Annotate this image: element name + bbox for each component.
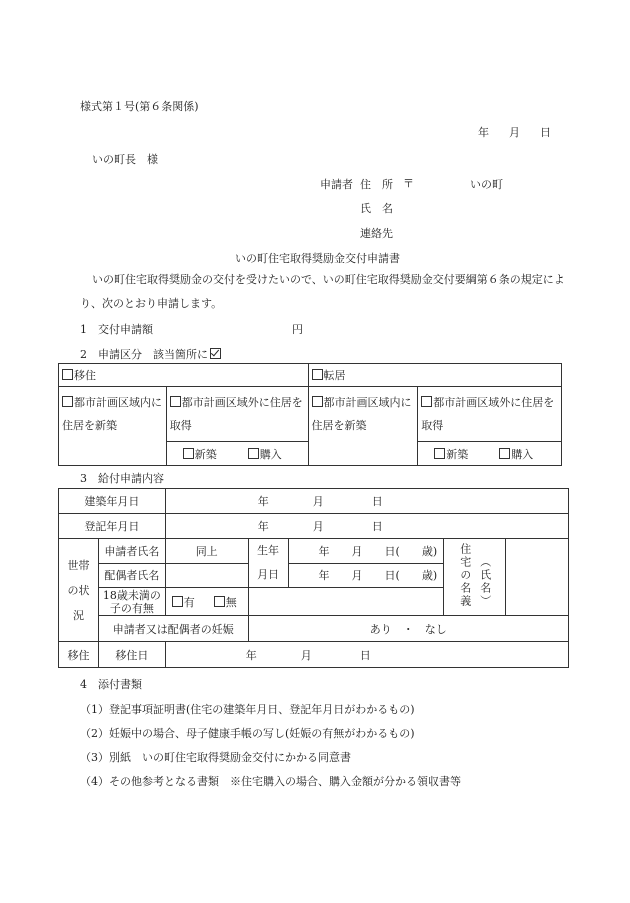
child-detail-field[interactable] [248, 588, 444, 616]
relocation-date-field[interactable]: 年 月 日 [165, 642, 568, 668]
moving-inside-option[interactable]: 都市計画区域内に 住居を新築 [308, 387, 418, 466]
checkbox-icon[interactable] [172, 596, 183, 607]
child-yes-option[interactable]: 有 [172, 596, 195, 609]
checkbox-icon[interactable] [434, 448, 445, 459]
date-day: 日 [540, 126, 551, 139]
attachment-item: （2）妊娠中の場合、母子健康手帳の写し(妊娠の有無がわかるもの) [80, 727, 415, 740]
checkmark-icon [210, 348, 221, 359]
purchase-option[interactable]: 購入 [248, 448, 282, 461]
section-2-label: 2 申請区分 該当箇所に [80, 346, 221, 362]
register-date-label: 登記年月日 [59, 514, 166, 539]
moving-outside-option[interactable]: 都市計画区域外に住居を 取得 [418, 387, 562, 442]
new-build-option[interactable]: 新築 [434, 448, 468, 461]
town-name: いの町 [470, 178, 503, 191]
birthdate-label: 生年 月日 [248, 539, 288, 588]
applicant-name-field[interactable]: 同上 [165, 539, 248, 564]
address-label: 住 所 [360, 178, 393, 191]
checkbox-icon[interactable] [312, 369, 323, 380]
purchase-option[interactable]: 購入 [499, 448, 533, 461]
child-no-option[interactable]: 無 [214, 596, 237, 609]
checkbox-icon[interactable] [499, 448, 510, 459]
build-date-field[interactable]: 年 月 日 [165, 489, 568, 514]
relocation-date-label: 移住日 [98, 642, 165, 668]
details-table [58, 488, 569, 668]
child-options [165, 588, 248, 616]
name-label: 氏 名 [360, 202, 393, 215]
relocation-subtype [166, 442, 308, 466]
postal-mark: 〒 [403, 177, 414, 190]
checkbox-icon[interactable] [312, 396, 323, 407]
moving-option[interactable]: 転居 [308, 364, 562, 387]
relocation-inside-option[interactable]: 都市計画区域内に 住居を新築 [59, 387, 167, 466]
date-month: 月 [509, 126, 520, 139]
attachment-item: （1）登記事項証明書(住宅の建築年月日、登記年月日がわかるもの) [80, 703, 415, 716]
applicant-name-label: 申請者氏名 [98, 539, 165, 564]
section-1-label: 1 交付申請額 [80, 323, 153, 336]
household-label: 世帯 の状 況 [59, 539, 99, 642]
checkbox-icon[interactable] [62, 369, 73, 380]
checkbox-icon[interactable] [183, 448, 194, 459]
relocation-option[interactable]: 移住 [59, 364, 309, 387]
section-3-label: 3 給付申請内容 [80, 472, 164, 485]
house-name-label: 住宅の名義 （氏名） [444, 539, 506, 616]
checkbox-icon[interactable] [170, 396, 181, 407]
form-number: 様式第１号(第６条関係) [80, 100, 199, 113]
checkbox-icon[interactable] [214, 596, 225, 607]
amount-unit: 円 [292, 323, 303, 336]
checkbox-icon[interactable] [421, 396, 432, 407]
relocation-row-label: 移住 [59, 642, 99, 668]
new-build-option[interactable]: 新築 [183, 448, 217, 461]
spouse-name-label: 配偶者氏名 [98, 563, 165, 588]
section-4-label: 4 添付書類 [80, 678, 142, 691]
attachment-item: （4）その他参考となる書類 ※住宅購入の場合、購入金額が分かる領収書等 [80, 775, 461, 788]
document-title: いの町住宅取得奨励金交付申請書 [235, 252, 400, 265]
moving-subtype [418, 442, 562, 466]
register-date-field[interactable]: 年 月 日 [165, 514, 568, 539]
relocation-outside-option[interactable]: 都市計画区域外に住居を 取得 [166, 387, 308, 442]
addressee: いの町長 様 [92, 153, 158, 166]
pregnancy-options[interactable]: あり ・ なし [248, 616, 568, 642]
checkbox-icon[interactable] [62, 396, 73, 407]
intro-text-cont: り、次のとおり申請します。 [80, 297, 223, 310]
applicant-label: 申請者 [320, 178, 353, 191]
category-table [58, 363, 562, 466]
spouse-name-field[interactable] [165, 563, 248, 588]
build-date-label: 建築年月日 [59, 489, 166, 514]
applicant-birthdate-field[interactable]: 年 月 日( 歳) [288, 539, 444, 564]
child-label: 18歳未満の 子の有無 [98, 588, 165, 616]
date-year: 年 [478, 126, 489, 139]
pregnancy-label: 申請者又は配偶者の妊娠 [98, 616, 248, 642]
attachment-item: （3）別紙 いの町住宅取得奨励金交付にかかる同意書 [80, 751, 351, 764]
intro-text: いの町住宅取得奨励金の交付を受けたいので、いの町住宅取得奨励金交付要綱第６条の規定によ [92, 273, 565, 286]
house-name-field[interactable] [506, 539, 569, 616]
contact-label: 連絡先 [360, 227, 393, 240]
spouse-birthdate-field[interactable]: 年 月 日( 歳) [288, 563, 444, 588]
checkbox-icon[interactable] [248, 448, 259, 459]
